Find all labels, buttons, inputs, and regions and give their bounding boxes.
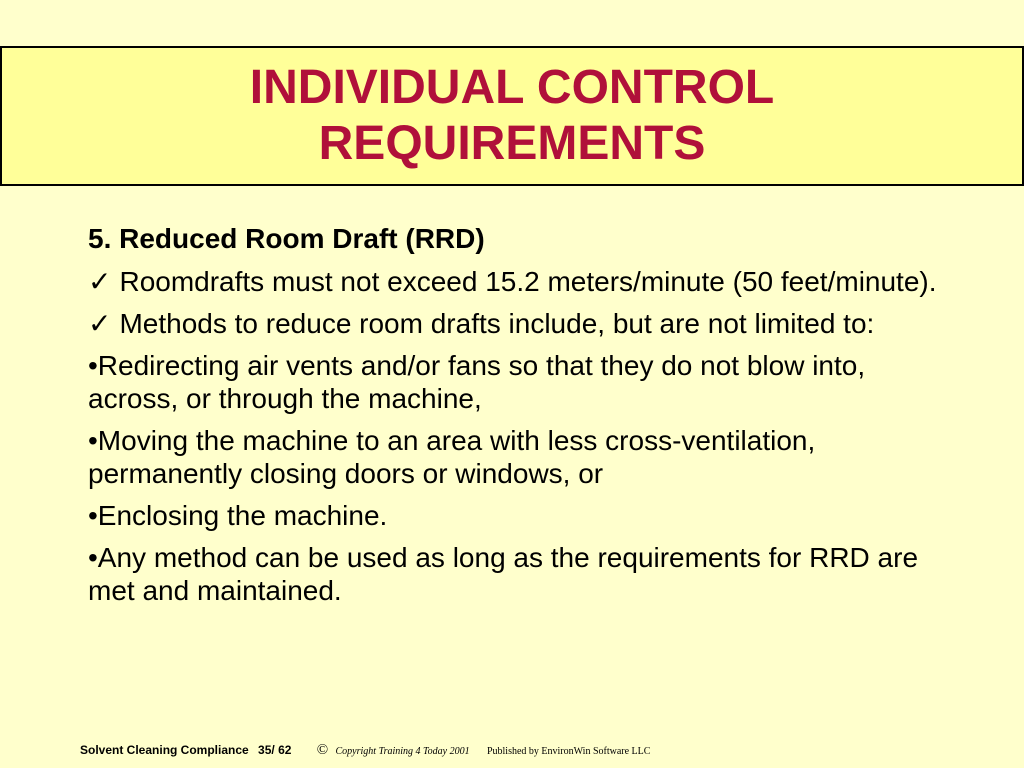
slide-footer xyxy=(80,742,650,759)
footer-copyright: Copyright Training 4 Today 2001 xyxy=(335,746,470,757)
bullet-item: •Moving the machine to an area with less cross-ventilation, permanently closing doors or windows, or xyxy=(88,425,816,489)
bullet-item: •Redirecting air vents and/or fans so that they do not blow into, across, or through the machine, xyxy=(88,350,866,414)
slide-body xyxy=(88,222,948,616)
title-banner xyxy=(0,46,1024,186)
footer-publisher: Published by EnvironWin Software LLC xyxy=(486,746,651,757)
checkmark-icon: ✓ xyxy=(88,308,112,339)
check-item-text: Roomdrafts must not exceed 15.2 meters/minute (50 feet/minute). xyxy=(119,266,937,297)
checkmark-icon: ✓ xyxy=(88,266,112,297)
slide-title-line-2: REQUIREMENTS xyxy=(318,117,706,170)
check-item-text: Methods to reduce room drafts include, but are not limited to: xyxy=(119,308,875,339)
footer-page-number: 35/ 62 xyxy=(258,743,292,757)
section-heading: 5. Reduced Room Draft (RRD) xyxy=(88,223,485,254)
bullet-item: •Enclosing the machine. xyxy=(88,500,388,531)
copyright-icon: © xyxy=(316,742,329,758)
check-item xyxy=(88,265,948,298)
slide-title-line-1: INDIVIDUAL CONTROL xyxy=(249,61,775,114)
check-item xyxy=(88,307,948,340)
footer-course-title: Solvent Cleaning Compliance xyxy=(80,743,249,757)
bullet-item: •Any method can be used as long as the requirements for RRD are met and maintained. xyxy=(88,542,919,606)
